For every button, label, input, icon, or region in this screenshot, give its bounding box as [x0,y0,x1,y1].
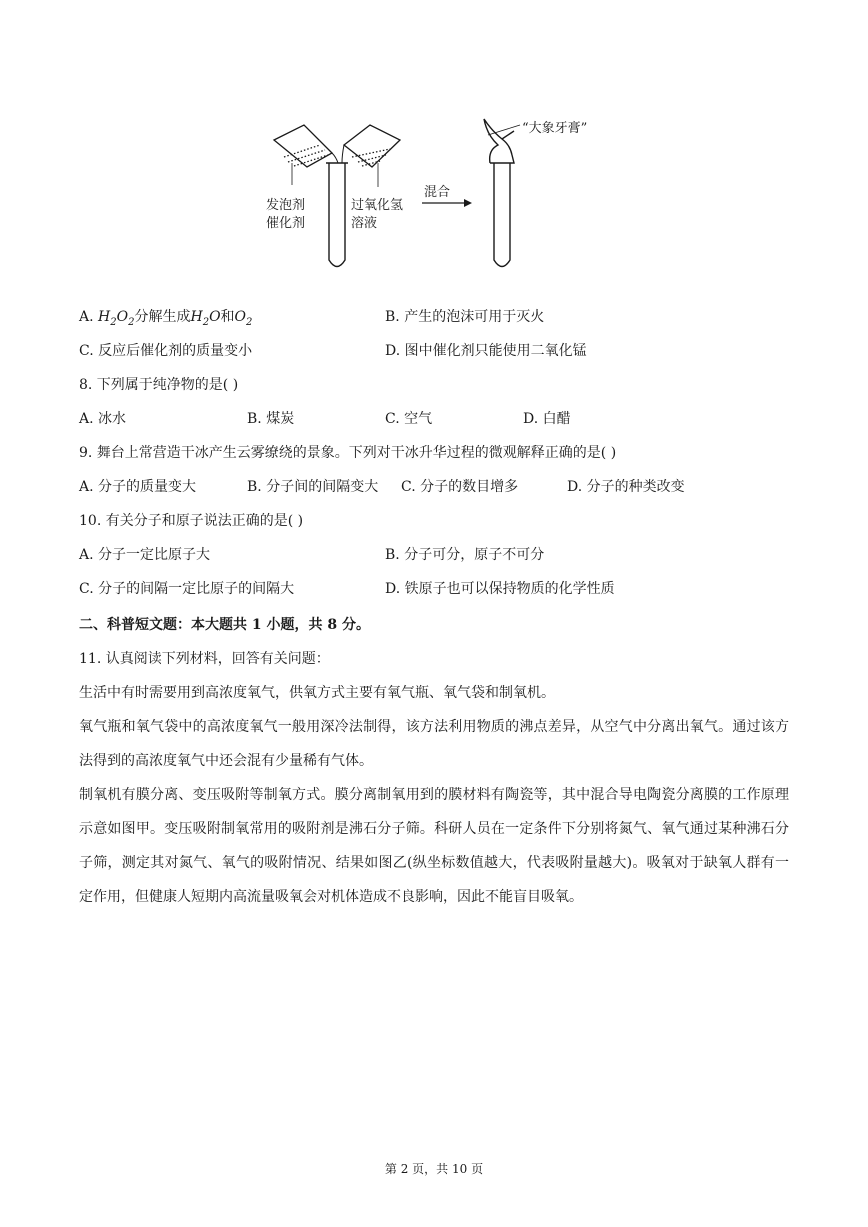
q7-a-h: H [98,309,111,325]
section-title: 二、科普短文题：本大题共 1 小题，共 8 分。 [79,617,370,633]
q7-option-b: B. 产生的泡沫可用于灭火 [385,309,545,325]
elephant-toothpaste-label: “大象牙膏” [522,121,588,136]
q7-option-d: D. 图中催化剂只能使用二氧化锰 [385,343,587,359]
q9-option-c: C. 分子的数目增多 [401,479,519,495]
q9-option-d: D. 分子的种类改变 [567,479,685,495]
q7-option-c: C. 反应后催化剂的质量变小 [79,343,253,359]
q9-option-b: B. 分子间的间隔变大 [247,479,379,495]
q7-a-sub5: 2 [246,316,253,328]
q9-stem: 9. 舞台上常营造干冰产生云雾缭绕的景象。下列对干冰升华过程的微观解释正确的是( ) [79,445,617,461]
q11-paragraph-3: 制氧机有膜分离、变压吸附等制氧方式。膜分离制氧用到的膜材料有陶瓷等，其中混合导电陶瓷分离膜的工作原理示意如图甲。变压吸附制氧常用的吸附剂是沸石分子筛。科研人员在一定条件下分别将氮气、氧气通过某种沸石分子筛，测定其对氮气、氧气的吸附情况、结果如图乙(纵坐标数值越大，代表吸附量越大)。吸氧对于缺氧人群有一定作用，但健康人短期内高流量吸氧会对机体造成不良影响，因此不能盲目吸氧。 [79,787,789,905]
q9-option-a: A. 分子的质量变大 [79,479,197,495]
q7-a-text2: 和 [220,309,235,325]
peroxide-label-2: 溶液 [351,216,378,231]
arrow-right-icon [422,199,472,207]
test-tube-icon [326,163,348,267]
q10-option-d: D. 铁原子也可以保持物质的化学性质 [385,581,615,597]
catalyst-label-1: 发泡剂 [266,198,306,213]
q7-a-o: O [116,309,129,325]
foam-tube-icon [484,119,514,267]
q8-option-d: D. 白醋 [523,411,571,427]
q7-a-o2: O [209,309,221,325]
q10-option-a: A. 分子一定比原子大 [79,547,211,563]
q7-a-prefix: A. [79,309,99,325]
q7-a-sub3: 2 [202,316,210,328]
q7-a-text1: 分解生成 [134,309,191,325]
q10-option-c: C. 分子的间隔一定比原子的间隔大 [79,581,295,597]
page-footer: 第 2 页，共 10 页 [384,1162,484,1176]
q11-paragraph-1: 生活中有时需要用到高浓度氧气，供氧方式主要有氧气瓶、氧气袋和制氧机。 [79,685,555,701]
q8-stem: 8. 下列属于纯净物的是( ) [79,377,239,393]
q7-a-o3: O [234,309,247,325]
q7-a-sub2: 2 [128,316,135,328]
right-beaker-icon [344,125,400,167]
q11-stem: 11. 认真阅读下列材料，回答有关问题： [79,651,330,667]
q8-option-c: C. 空气 [385,411,433,427]
q7-option-a [79,307,252,333]
catalyst-label-2: 催化剂 [266,216,306,231]
q7-a-sub1: 2 [110,316,117,328]
q7-a-h2: H [190,309,203,325]
elephant-toothpaste-figure [262,105,622,275]
q10-option-b: B. 分子可分，原子不可分 [385,547,545,563]
q8-option-b: B. 煤炭 [247,411,295,427]
peroxide-label-1: 过氧化氢 [351,198,404,213]
q11-paragraph-2: 氧气瓶和氧气袋中的高浓度氧气一般用深冷法制得，该方法利用物质的沸点差异，从空气中分离出氧气。通过该方法得到的高浓度氧气中还会混有少量稀有气体。 [79,719,789,769]
mix-label: 混合 [424,185,451,200]
q8-option-a: A. 冰水 [79,411,127,427]
q10-stem: 10. 有关分子和原子说法正确的是( ) [79,513,304,529]
left-beaker-icon [274,125,332,167]
